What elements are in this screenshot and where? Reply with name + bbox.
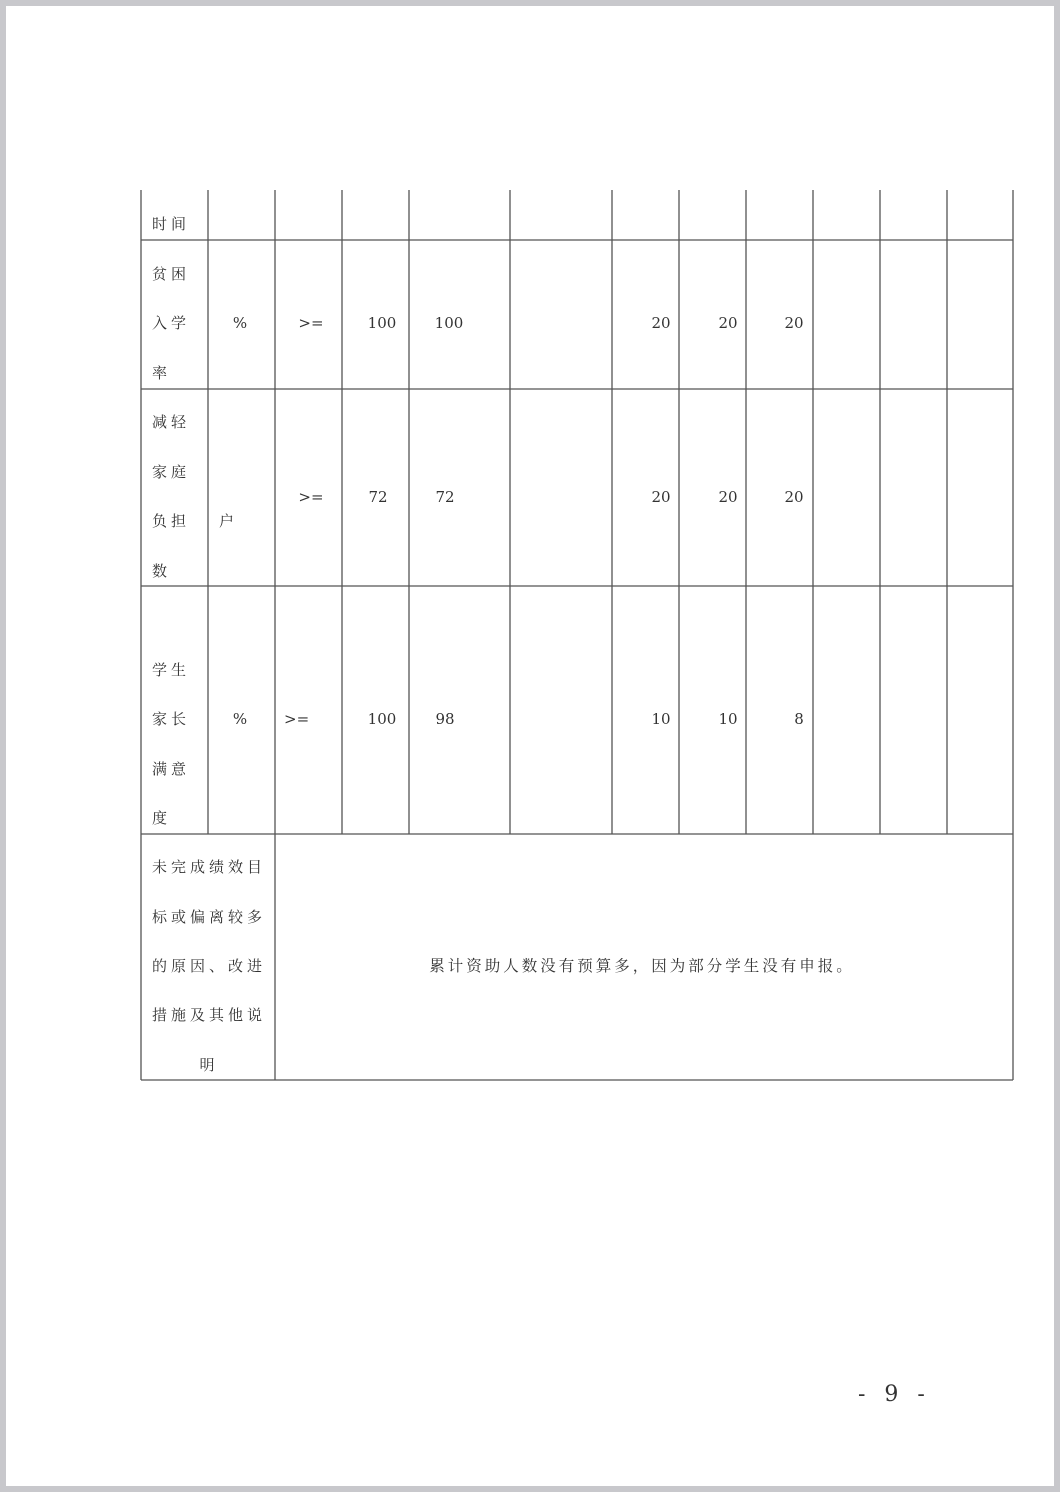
unit-cell: % — [232, 710, 248, 728]
score-cell: 20 — [784, 488, 804, 506]
score-cell: 20 — [784, 314, 804, 332]
row-label-line: 贫困 — [152, 265, 191, 283]
row-label-line: 家庭 — [152, 463, 191, 481]
score-cell: 20 — [718, 488, 738, 506]
target-value-cell: 100 — [367, 710, 397, 728]
row-label-line: 减轻 — [152, 413, 191, 431]
weight-cell: 20 — [651, 488, 671, 506]
row-label-line: 入学 — [152, 314, 191, 332]
row-label-line: 数 — [152, 562, 172, 580]
target-value-cell: 72 — [368, 488, 388, 506]
target-value-cell: 100 — [367, 314, 397, 332]
row-label-line: 满意 — [152, 760, 191, 778]
row-label-line: 学生 — [152, 661, 191, 679]
weight-cell: 20 — [651, 314, 671, 332]
page-number: - 9 - — [858, 1382, 931, 1407]
operator-cell: >= — [284, 710, 310, 728]
row-label-line: 度 — [152, 809, 172, 827]
score-cell: 20 — [718, 314, 738, 332]
actual-value-cell: 100 — [434, 314, 464, 332]
row-label-line: 率 — [152, 364, 172, 382]
weight-cell: 10 — [651, 710, 671, 728]
explanation-text: 累计资助人数没有预算多，因为部分学生没有申报。 — [429, 957, 855, 975]
operator-cell: >= — [298, 488, 324, 506]
score-cell: 8 — [794, 710, 804, 728]
row-label-line: 家长 — [152, 710, 191, 728]
operator-cell: >= — [298, 314, 324, 332]
actual-value-cell: 98 — [435, 710, 455, 728]
explanation-label-line: 明 — [199, 1056, 219, 1074]
row-label-time: 时间 — [152, 215, 191, 233]
unit-cell: % — [232, 314, 248, 332]
row-label-line: 负担 — [152, 512, 191, 530]
explanation-label-line: 未完成绩效目 — [151, 858, 267, 876]
explanation-label-line: 标或偏离较多 — [151, 908, 267, 926]
unit-cell: 户 — [219, 512, 235, 530]
explanation-label-line: 的原因、改进 — [151, 957, 267, 975]
explanation-label-line: 措施及其他说 — [151, 1006, 267, 1024]
actual-value-cell: 72 — [435, 488, 455, 506]
score-cell: 10 — [718, 710, 738, 728]
